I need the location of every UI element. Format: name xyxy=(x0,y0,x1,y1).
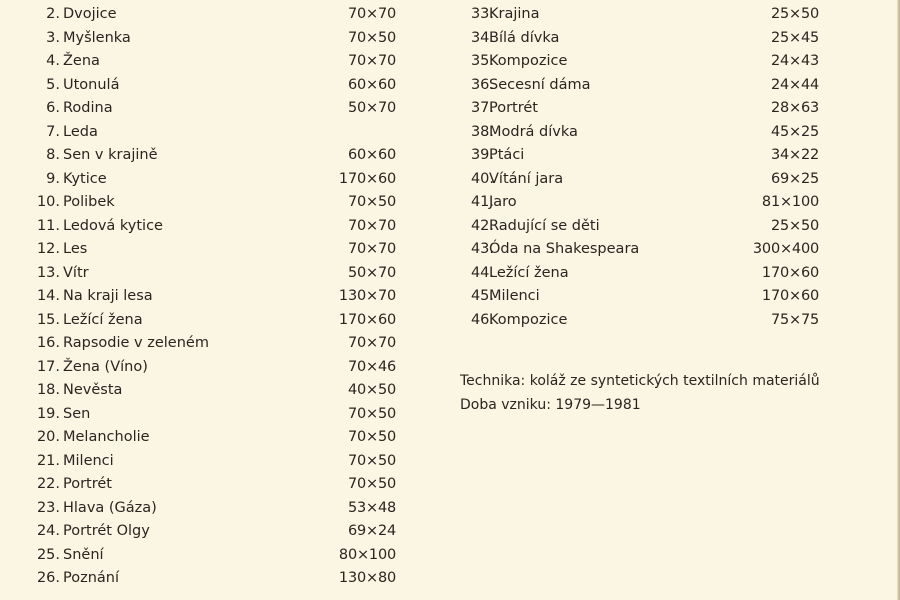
entry-number: 11. xyxy=(36,217,60,234)
entry-number: 15. xyxy=(36,311,60,328)
catalog-entry xyxy=(440,238,860,262)
entry-number: 45. xyxy=(470,288,494,304)
catalog-entry xyxy=(0,74,440,98)
entry-title: Polibek xyxy=(63,194,115,210)
catalog-entry xyxy=(0,473,440,497)
entry-title: Ledová kytice xyxy=(63,217,163,234)
entry-number: 10. xyxy=(36,194,60,210)
entry-number: 18. xyxy=(36,382,60,398)
entry-title: Ležící žena xyxy=(63,311,143,328)
entry-title: Bílá dívka xyxy=(489,29,560,46)
entry-dimensions: 70×70 xyxy=(347,6,396,22)
entry-title: Milenci xyxy=(63,452,114,469)
entry-title: Kytice xyxy=(63,170,107,187)
catalog-entry xyxy=(0,285,440,309)
entry-title: Óda na Shakespeara xyxy=(489,241,640,257)
entry-number: 42. xyxy=(470,217,494,234)
catalog-entry xyxy=(0,520,440,544)
catalog-entry xyxy=(0,426,440,450)
catalog-entry xyxy=(0,144,440,168)
entry-dimensions: 60×60 xyxy=(347,76,396,93)
entry-number: 23. xyxy=(36,499,60,516)
entry-dimensions: 170×60 xyxy=(338,311,396,328)
entry-number: 44. xyxy=(470,264,494,281)
entry-dimensions: 70×70 xyxy=(347,335,396,351)
entry-dimensions: 24×43 xyxy=(770,53,819,69)
entry-number: 35. xyxy=(470,53,494,69)
entry-number: 37. xyxy=(470,100,494,116)
entry-title: Vítání jara xyxy=(489,170,564,187)
entry-number: 34. xyxy=(470,29,494,46)
entry-number: 20. xyxy=(36,429,60,445)
entry-number: 33. xyxy=(470,6,494,22)
technique-note: Technika: koláž ze syntetických textilních materiálů xyxy=(460,373,820,389)
entry-number: 17. xyxy=(36,358,60,375)
entry-title: Secesní dáma xyxy=(489,76,591,93)
catalog-entry xyxy=(0,332,440,356)
entry-title: Krajina xyxy=(489,6,540,22)
entry-title: Milenci xyxy=(489,288,540,304)
entry-dimensions: 25×50 xyxy=(770,6,819,22)
entry-title: Rapsodie v zeleném xyxy=(63,335,209,351)
entry-title: Radující se děti xyxy=(489,217,600,234)
entry-number: 6. xyxy=(46,100,60,116)
catalog-entry xyxy=(440,74,860,98)
entry-number: 12. xyxy=(36,241,60,257)
entry-dimensions: 69×24 xyxy=(347,523,396,539)
entry-number: 7. xyxy=(46,123,60,140)
entry-dimensions: 24×44 xyxy=(770,76,819,93)
entry-title: Snění xyxy=(63,546,104,563)
entry-number: 2. xyxy=(46,6,60,22)
catalog-entry xyxy=(0,450,440,474)
entry-dimensions: 25×45 xyxy=(770,29,819,46)
entry-dimensions: 50×70 xyxy=(347,100,396,116)
entry-dimensions: 60×60 xyxy=(347,147,396,163)
catalog-entry xyxy=(440,121,860,145)
entry-dimensions: 25×50 xyxy=(770,217,819,234)
catalog-entry xyxy=(0,309,440,333)
entry-dimensions: 70×46 xyxy=(347,358,396,375)
entry-number: 43. xyxy=(470,241,494,257)
entry-title: Modrá dívka xyxy=(489,123,578,140)
entry-dimensions: 70×70 xyxy=(347,53,396,69)
catalog-entry xyxy=(0,262,440,286)
entry-dimensions: 70×50 xyxy=(347,405,396,422)
catalog-entry xyxy=(0,356,440,380)
entry-number: 26. xyxy=(36,570,60,586)
entry-title: Melancholie xyxy=(63,429,150,445)
entry-number: 13. xyxy=(36,264,60,281)
catalog-entry xyxy=(0,3,440,27)
entry-number: 46. xyxy=(470,311,494,328)
catalog-entry xyxy=(440,3,860,27)
entry-dimensions: 170×60 xyxy=(761,288,819,304)
entry-number: 38. xyxy=(470,123,494,140)
catalog-entry xyxy=(0,168,440,192)
entry-dimensions: 70×50 xyxy=(347,476,396,492)
entry-dimensions: 45×25 xyxy=(770,123,819,140)
catalog-entry xyxy=(0,50,440,74)
catalog-entry xyxy=(440,50,860,74)
catalog-entry xyxy=(0,191,440,215)
catalog-entry xyxy=(0,497,440,521)
catalog-entry xyxy=(0,238,440,262)
entry-dimensions: 70×50 xyxy=(347,29,396,46)
catalog-entry xyxy=(440,309,860,333)
entry-title: Ptáci xyxy=(489,147,525,163)
catalog-entry xyxy=(0,215,440,239)
entry-title: Portrét xyxy=(63,476,112,492)
entry-number: 14. xyxy=(36,288,60,304)
entry-dimensions: 80×100 xyxy=(338,546,396,563)
entry-number: 24. xyxy=(36,523,60,539)
catalog-entry xyxy=(440,191,860,215)
entry-number: 3. xyxy=(46,29,60,46)
entry-dimensions: 300×400 xyxy=(752,241,819,257)
entry-dimensions: 70×70 xyxy=(347,217,396,234)
entry-dimensions: 170×60 xyxy=(338,170,396,187)
entry-title: Portrét Olgy xyxy=(63,523,150,539)
catalog-entry xyxy=(0,379,440,403)
entry-number: 5. xyxy=(46,76,60,93)
entry-dimensions: 130×80 xyxy=(338,570,396,586)
entry-dimensions: 50×70 xyxy=(347,264,396,281)
catalog-entry xyxy=(0,121,440,145)
entry-dimensions: 130×70 xyxy=(338,288,396,304)
catalog-entry xyxy=(440,144,860,168)
entry-title: Vítr xyxy=(63,264,89,281)
entry-title: Na kraji lesa xyxy=(63,288,153,304)
entry-number: 39. xyxy=(470,147,494,163)
entry-dimensions: 69×25 xyxy=(770,170,819,187)
catalog-entry xyxy=(0,544,440,568)
entry-number: 21. xyxy=(36,452,60,469)
entry-dimensions: 170×60 xyxy=(761,264,819,281)
entry-title: Jaro xyxy=(489,194,517,210)
entry-number: 22. xyxy=(36,476,60,492)
entry-title: Žena (Víno) xyxy=(63,358,148,375)
entry-dimensions: 53×48 xyxy=(347,499,396,516)
entry-title: Kompozice xyxy=(489,53,568,69)
catalog-entry xyxy=(0,27,440,51)
entry-number: 8. xyxy=(46,147,60,163)
entry-dimensions: 81×100 xyxy=(761,194,819,210)
entry-number: 25. xyxy=(36,546,60,563)
entry-title: Dvojice xyxy=(63,6,117,22)
entry-number: 40. xyxy=(470,170,494,187)
catalog-notes xyxy=(460,370,820,417)
catalog-entry xyxy=(0,97,440,121)
period-note: Doba vzniku: 1979—1981 xyxy=(460,396,641,413)
entry-title: Žena xyxy=(63,53,100,69)
entry-dimensions: 70×50 xyxy=(347,429,396,445)
catalog-entry xyxy=(0,567,440,591)
entry-title: Poznání xyxy=(63,570,120,586)
catalog-entry xyxy=(440,262,860,286)
entry-title: Ležící žena xyxy=(489,264,569,281)
entry-number: 16. xyxy=(36,335,60,351)
catalog-entry xyxy=(440,97,860,121)
entry-number: 36. xyxy=(470,76,494,93)
entry-title: Sen v krajině xyxy=(63,147,158,163)
entry-dimensions: 34×22 xyxy=(770,147,819,163)
entry-dimensions: 28×63 xyxy=(770,100,819,116)
entry-dimensions: 70×50 xyxy=(347,194,396,210)
entry-title: Kompozice xyxy=(489,311,568,328)
entry-number: 9. xyxy=(46,170,60,187)
entry-title: Utonulá xyxy=(63,76,120,93)
catalog-entry xyxy=(0,403,440,427)
catalog-entry xyxy=(440,168,860,192)
catalog-entry xyxy=(440,215,860,239)
entry-title: Rodina xyxy=(63,100,113,116)
entry-title: Portrét xyxy=(489,100,538,116)
entry-title: Sen xyxy=(63,405,91,422)
entry-title: Leda xyxy=(63,123,98,140)
entry-dimensions: 40×50 xyxy=(347,382,396,398)
entry-title: Les xyxy=(63,241,88,257)
entry-title: Myšlenka xyxy=(63,29,131,46)
entry-title: Nevěsta xyxy=(63,382,123,398)
entry-title: Hlava (Gáza) xyxy=(63,499,157,516)
entry-dimensions: 75×75 xyxy=(770,311,819,328)
catalog-entry xyxy=(440,27,860,51)
entry-number: 19. xyxy=(36,405,60,422)
entry-number: 4. xyxy=(46,53,60,69)
entry-dimensions: 70×70 xyxy=(347,241,396,257)
catalog-entry xyxy=(440,285,860,309)
entry-number: 41. xyxy=(470,194,494,210)
entry-dimensions: 70×50 xyxy=(347,452,396,469)
